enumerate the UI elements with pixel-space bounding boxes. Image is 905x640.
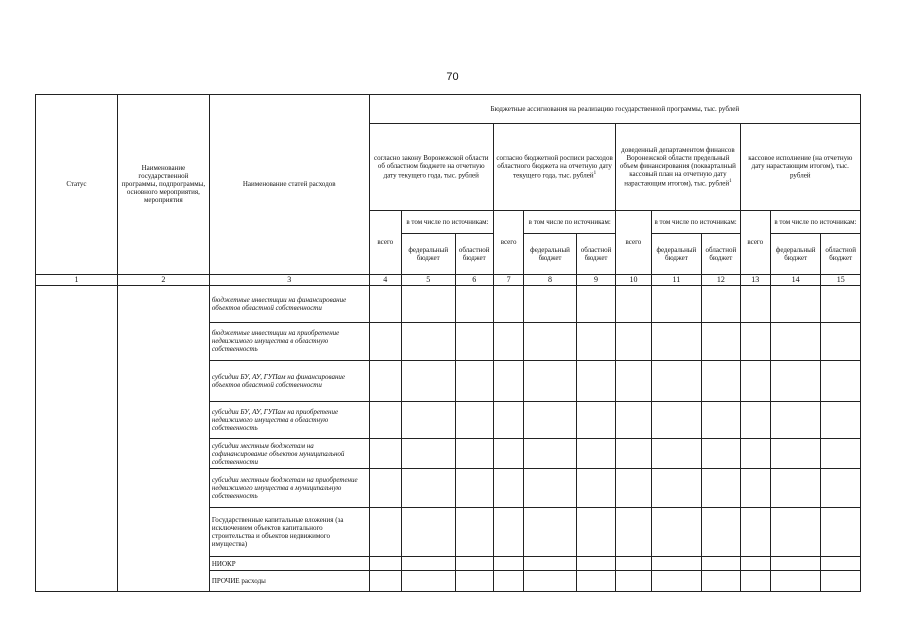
group-header-register: согласно бюджетной росписи расходов областного бюджета на отчетную дату текущего года, тыс. рублей$^1$ — [493, 123, 615, 211]
group-header-law: согласно закону Воронежской области об областном бюджете на отчетную дату текущего года, тыс. рублей — [369, 123, 493, 211]
regional-header: областной бюджет — [821, 233, 861, 274]
column-number: 10 — [616, 274, 651, 285]
expense-item-label: субсидии местным бюджетам на софинансирование объектов муниципальной собственности — [209, 438, 369, 469]
expense-item-label: ПРОЧИЕ расходы — [209, 571, 369, 592]
total-header: всего — [493, 211, 523, 274]
column-number: 9 — [576, 274, 615, 285]
federal-header: федеральный бюджет — [524, 233, 577, 274]
program-name-header: Наименование государственной программы, подпрограммы, основного мероприятия, мероприятия — [117, 95, 209, 275]
expense-item-label: НИОКР — [209, 557, 369, 571]
column-number: 5 — [401, 274, 455, 285]
federal-header: федеральный бюджет — [401, 233, 455, 274]
total-header: всего — [740, 211, 770, 274]
column-number: 7 — [493, 274, 523, 285]
expense-item-label: бюджетные инвестиции на финансирование объектов областной собственности — [209, 285, 369, 322]
including-header: в том числе по источникам: — [524, 211, 616, 233]
including-header: в том числе по источникам: — [651, 211, 740, 233]
regional-header: областной бюджет — [702, 233, 740, 274]
page-number: 70 — [446, 71, 459, 83]
group-header-cash: кассовое исполнение (на отчетную дату нарастающим итогом), тыс. рублей — [740, 123, 860, 211]
expense-item-label: субсидии местным бюджетам на приобретение недвижимого имущества в муниципальную собственность — [209, 469, 369, 508]
group-header-limit: доведенный департаментом финансов Воронежской области предельный объем финансирования (покварталный кассовый план на отчетную дату нарастающим итогом), тыс. рублей$^1$ — [616, 123, 740, 211]
column-number: 6 — [455, 274, 493, 285]
regional-header: областной бюджет — [576, 233, 615, 274]
total-header: всего — [369, 211, 401, 274]
status-cell — [36, 285, 118, 591]
column-number: 15 — [821, 274, 861, 285]
expense-item-label: субсидии БУ, АУ, ГУПам на финансирование объектов областной собственности — [209, 361, 369, 402]
expense-item-label: Государственные капитальные вложения (за исключением объектов капитального строительства и объектов недвижимого имущества) — [209, 508, 369, 557]
including-header: в том числе по источникам: — [401, 211, 493, 233]
column-number: 8 — [524, 274, 577, 285]
including-header: в том числе по источникам: — [770, 211, 860, 233]
budget-allocations-header: Бюджетные ассигнования на реализацию государственной программы, тыс. рублей — [369, 95, 860, 124]
column-number: 14 — [770, 274, 821, 285]
expense-item-header: Наименование статей расходов — [209, 95, 369, 275]
program-name-cell — [117, 285, 209, 591]
column-number: 11 — [651, 274, 702, 285]
regional-header: областной бюджет — [455, 233, 493, 274]
expense-item-label: субсидии БУ, АУ, ГУПам на приобретение недвижимого имущества в областную собственность — [209, 402, 369, 439]
expense-item-label: бюджетные инвестиции на приобретение недвижимого имущества в областную собственность — [209, 322, 369, 361]
column-number-row — [36, 274, 861, 285]
federal-header: федеральный бюджет — [651, 233, 702, 274]
column-number: 13 — [740, 274, 770, 285]
table-row — [36, 285, 861, 322]
status-header: Статус — [36, 95, 118, 275]
column-number: 4 — [369, 274, 401, 285]
column-number: 3 — [209, 274, 369, 285]
column-number: 12 — [702, 274, 740, 285]
column-number: 2 — [117, 274, 209, 285]
total-header: всего — [616, 211, 651, 274]
federal-header: федеральный бюджет — [770, 233, 821, 274]
budget-table — [35, 94, 861, 592]
column-number: 1 — [36, 274, 118, 285]
